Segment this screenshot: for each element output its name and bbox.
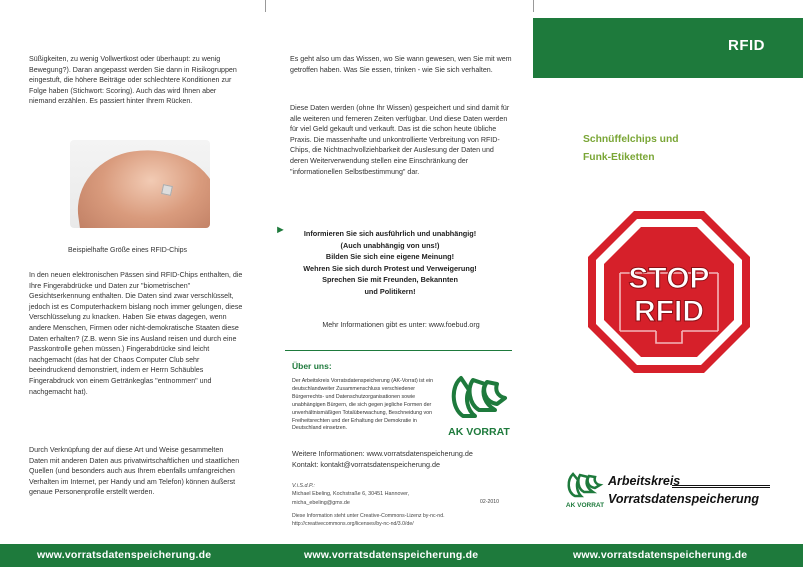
imprint-label: V.i.S.d.P.: <box>292 483 315 489</box>
further-info-link[interactable]: Weitere Informationen: www.vorratsdatenspeicherung.de <box>292 449 473 458</box>
ak-vorrat-logo-text: AK VORRAT <box>448 426 510 438</box>
ak-brand-logo-text: AK VORRAT <box>565 502 605 509</box>
ak-vorrat-brand-logo-icon <box>565 470 605 510</box>
appeal-line: (Auch unabhängig von uns!) <box>340 240 440 250</box>
appeal-line: Wehren Sie sich durch Protest und Verweigerung! <box>303 263 477 273</box>
subtitle-line: Funk-Etiketten <box>583 152 655 163</box>
appeal-line: Sprechen Sie mit Freunden, Bekannten <box>322 275 458 285</box>
print-date-code: 02-2010 <box>480 499 500 505</box>
appeal-line: Bilden Sie sich eine eigene Meinung! <box>325 252 455 262</box>
footer-website-link[interactable]: www.vorratsdatenspeicherung.de <box>304 549 479 561</box>
license-text: Diese Information steht unter Creative-Commons-Lizenz by-nc-nd. <box>292 513 445 519</box>
license-block <box>292 513 502 529</box>
license-link[interactable]: http://creativecommons.org/licenses/by-nc-nd/3.0/de/ <box>292 520 414 527</box>
body-paragraph: In den neuen elektronischen Pässen sind RFID-Chips enthalten, die Ihre Fingerabdrücke und Daten zur "biometrischen" Gesichtserkennung enthalten. Die Daten sind zwar verschlüsselt, jedoch ist es Computerhackern bislang noch immer gelungen, diese Verschlüsselung zu knacken. Haben Sie etwas dagegen, wenn andere Menschen, Firmen oder nicht-demokratische Staaten diese Daten erhalten? (Z.B. wenn Sie ins Ausland reisen und durch eine Passkontrolle gehen müssen.) Fingerabdrücke sind leicht nachgemacht (das hat der Chaos Computer Club sehr beeindruckend demonstriert, indem er Herrn Schäubles Fingerabdruck von einem Getränkeglas "entnommen" und nachgemacht hat). <box>29 271 243 396</box>
more-info-link[interactable]: Mehr Informationen gibt es unter: www.foebud.org <box>322 321 480 329</box>
footer-website-link[interactable]: www.vorratsdatenspeicherung.de <box>573 549 748 561</box>
footer-website-link[interactable]: www.vorratsdatenspeicherung.de <box>37 549 212 561</box>
subtitle <box>583 131 679 167</box>
stop-word: STOP <box>628 262 710 295</box>
rfid-chip-image <box>161 184 173 196</box>
rfid-chip-photo <box>70 140 210 228</box>
page-title: RFID <box>728 37 765 54</box>
brand-divider <box>672 485 770 488</box>
body-paragraph: Diese Daten werden (ohne Ihr Wissen) gespeichert und sind damit für alle weiteren und ferneren Zeiten verfügbar. Und diese Daten werden für viel Geld gekauft und verkauft. Das ist die schon heute übliche Praxis. Die massenhafte und unkontrollierte Verbreitung von RFID-Chips, die Nichtnachvollziehbarkeit der Auslesung der Daten und deren Weiterverwendung stellen eine Einschränkung der "informationellen Selbstbestimmung" dar. <box>290 104 510 176</box>
about-us-text: Der Arbeitskreis Vorratsdatenspeicherung (AK-Vorrat) ist ein deutschlandweiter Zusammenschluss verschiedener Bürgerrechts- und Datenschutzorganisationen sowie unabhängigen Bürgern, die sich gegen jegliche Formen der unverhältnismäßigen Totalüberwachung, Beschneidung von Freiheitsrechten und der Erhaltung der Demokratie in Deutschland einsetzen. <box>292 378 434 432</box>
subtitle-line: Schnüffelchips und <box>583 134 679 145</box>
imprint-block <box>292 482 462 507</box>
arrow-icon: ► <box>275 224 286 236</box>
contact-email-link[interactable]: Kontakt: kontakt@vorratsdatenspeicherung.de <box>292 460 440 470</box>
imprint-address: Michael Ebeling, Kochstraße 6, 30451 Hannover, <box>292 491 410 498</box>
body-paragraph: Durch Verknüpfung der auf diese Art und Weise gesammelten Daten mit anderen Daten aus privatwirtschaftlichen und staatlichen Quellen (und besonders auch aus Ihrem ebenfalls umfangreichen Verhalten im Internet, per Handy und am Telefon) können äußerst genaue Personenprofile erstellt werden. <box>29 446 240 497</box>
fingertip-image <box>70 141 210 228</box>
brand-name-line: Arbeitskreis <box>608 474 681 488</box>
body-paragraph: Süßigkeiten, zu wenig Vollwertkost oder überhaupt: zu wenig Bewegung?). Daran angepasst werden Sie dann in Risikogruppen eingestuft, die höhere Beiträge oder schlechtere Konditionen zur Folge haben (Stichwort: Scoring). Auch das wird Ihnen aber niemand erzählen. Es passiert hinter Ihrem Rücken. <box>29 55 237 106</box>
brand-name-line: Vorratsdatenspeicherung <box>608 492 759 506</box>
ak-vorrat-logo-icon <box>447 372 511 442</box>
appeal-block <box>290 228 490 298</box>
stop-rfid-sign-icon <box>586 209 752 375</box>
image-caption: Beispielhafte Größe eines RFID-Chips <box>68 247 188 254</box>
body-paragraph: Es geht also um das Wissen, wo Sie wann gewesen, wen Sie mit wem getroffen haben. Was Sie essen, trinken - wie Sie sich verhalten. <box>290 55 512 74</box>
rfid-word: RFID <box>634 295 704 328</box>
contact-block <box>292 448 514 470</box>
appeal-line: und Politikern! <box>364 286 416 296</box>
imprint-email: micha_ebeling@gmx.de <box>292 499 350 506</box>
about-us-title: Über uns: <box>292 361 332 371</box>
appeal-line: Informieren Sie sich ausführlich und unabhängig! <box>303 229 477 238</box>
